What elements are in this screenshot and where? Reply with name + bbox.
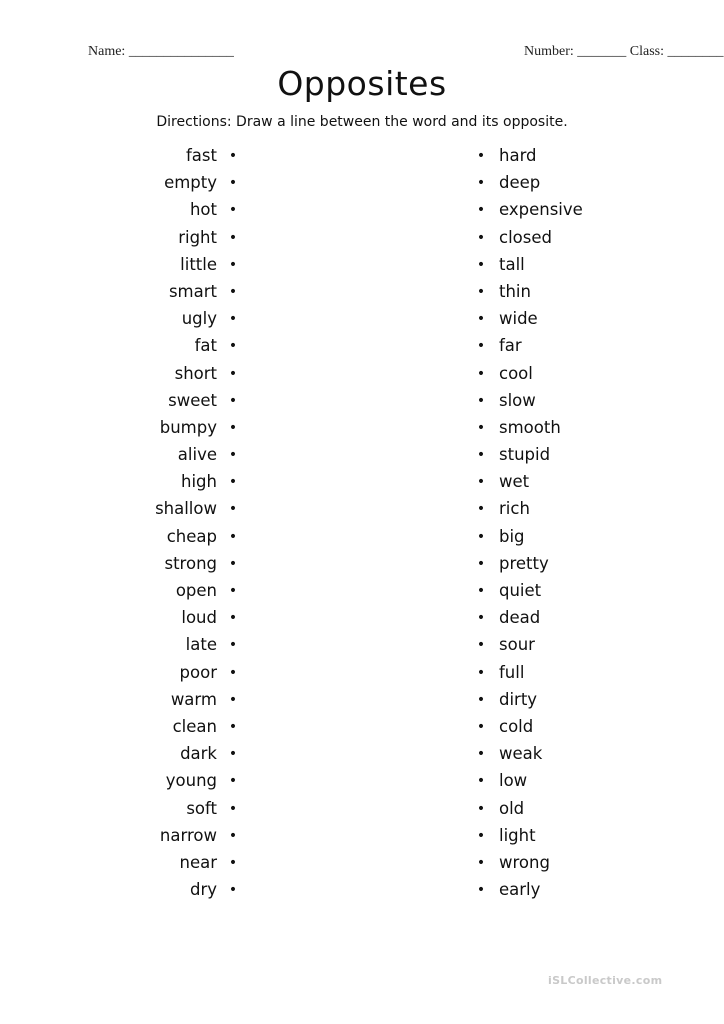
left-word-item — [100, 853, 240, 880]
left-word-item — [100, 635, 240, 662]
left-word: loud — [181, 608, 217, 628]
right-word-item — [474, 499, 674, 526]
bullet-dot[interactable]: • — [476, 311, 486, 328]
left-word-item — [100, 200, 240, 227]
bullet-dot[interactable]: • — [228, 882, 238, 899]
bullet-dot[interactable]: • — [228, 148, 238, 164]
left-word: strong — [164, 553, 217, 573]
right-word-item — [474, 717, 674, 744]
right-word: cool — [499, 363, 533, 383]
right-word-item — [474, 690, 674, 717]
bullet-dot[interactable]: • — [228, 501, 238, 518]
left-word-item — [100, 690, 240, 717]
left-word-item — [100, 663, 240, 690]
bullet-dot[interactable]: • — [228, 718, 238, 735]
left-word-item — [100, 527, 240, 554]
bullet-dot[interactable]: • — [228, 827, 238, 844]
bullet-dot[interactable]: • — [476, 882, 486, 899]
left-word-item — [100, 391, 240, 418]
left-word: poor — [179, 662, 217, 682]
bullet-dot[interactable]: • — [228, 854, 238, 871]
bullet-dot[interactable]: • — [476, 148, 486, 164]
bullet-dot[interactable]: • — [476, 800, 486, 817]
right-word: early — [499, 880, 541, 900]
right-word-item — [474, 663, 674, 690]
right-word: wet — [499, 472, 530, 492]
number-class-field-label: Number: _______ Class: ________ — [524, 44, 724, 59]
right-word-item — [474, 418, 674, 445]
bullet-dot[interactable]: • — [476, 854, 486, 871]
left-word: dark — [180, 744, 217, 764]
left-word-item — [100, 282, 240, 309]
right-word: sour — [499, 635, 535, 655]
bullet-dot[interactable]: • — [228, 555, 238, 572]
right-word: weak — [499, 744, 543, 764]
right-word-item — [474, 228, 674, 255]
right-word-item — [474, 255, 674, 282]
right-word-item — [474, 200, 674, 227]
right-word-item — [474, 880, 674, 907]
left-word: short — [174, 363, 217, 383]
bullet-dot[interactable]: • — [228, 664, 238, 681]
right-word: smooth — [499, 417, 561, 437]
bullet-dot[interactable]: • — [476, 637, 486, 654]
bullet-dot[interactable]: • — [228, 691, 238, 708]
right-word-item — [474, 554, 674, 581]
right-word-item — [474, 608, 674, 635]
right-word-column — [474, 146, 674, 907]
bullet-dot[interactable]: • — [476, 256, 486, 273]
directions-text: Directions: Draw a line between the word and its opposite. — [156, 114, 568, 130]
right-word: closed — [499, 227, 552, 247]
left-word: narrow — [159, 825, 217, 845]
right-word: pretty — [499, 553, 549, 573]
left-word: open — [175, 581, 217, 600]
left-word: near — [179, 852, 217, 872]
right-word-item — [474, 173, 674, 200]
bullet-dot[interactable]: • — [476, 338, 486, 355]
right-word: light — [499, 825, 536, 845]
right-word-item — [474, 826, 674, 853]
left-word-item — [100, 880, 240, 907]
right-word-item — [474, 799, 674, 826]
left-word-item — [100, 364, 240, 391]
right-word: deep — [499, 173, 541, 193]
left-word-item — [100, 309, 240, 336]
bullet-dot[interactable]: • — [476, 283, 486, 300]
right-word-item — [474, 282, 674, 309]
bullet-dot[interactable]: • — [476, 474, 486, 491]
bullet-dot[interactable]: • — [228, 474, 238, 491]
right-word-item — [474, 364, 674, 391]
bullet-dot[interactable]: • — [476, 610, 486, 627]
bullet-dot[interactable]: • — [476, 202, 486, 219]
left-word-item — [100, 445, 240, 472]
bullet-dot[interactable]: • — [476, 746, 486, 763]
left-word-item — [100, 717, 240, 744]
left-word: sweet — [168, 390, 217, 410]
left-word-item — [100, 608, 240, 635]
bullet-dot[interactable]: • — [228, 583, 238, 599]
right-word-item — [474, 391, 674, 418]
left-word: soft — [186, 798, 217, 818]
left-word-item — [100, 336, 240, 363]
bullet-dot[interactable]: • — [228, 419, 238, 436]
left-word-item — [100, 799, 240, 826]
left-word-item — [100, 418, 240, 445]
left-word: high — [181, 472, 217, 492]
bullet-dot[interactable]: • — [228, 256, 238, 273]
bullet-dot[interactable]: • — [476, 827, 486, 844]
right-word: stupid — [499, 445, 551, 465]
bullet-dot[interactable]: • — [228, 773, 238, 790]
bullet-dot[interactable]: • — [228, 800, 238, 817]
right-word: far — [499, 336, 522, 356]
name-field-label: Name: _______________ — [88, 44, 234, 59]
right-word-item — [474, 744, 674, 771]
left-word: young — [165, 771, 217, 791]
bullet-dot[interactable]: • — [228, 365, 238, 382]
right-word-item — [474, 336, 674, 363]
left-word: little — [180, 254, 217, 274]
left-word-item — [100, 472, 240, 499]
left-word-item — [100, 581, 240, 608]
left-word-item — [100, 826, 240, 853]
bullet-dot[interactable]: • — [476, 447, 486, 464]
left-word: bumpy — [159, 417, 217, 437]
left-word: hot — [189, 200, 217, 220]
right-word: wrong — [499, 852, 550, 872]
right-word: rich — [499, 499, 530, 519]
right-word: tall — [499, 254, 525, 274]
bullet-dot[interactable]: • — [228, 392, 238, 409]
left-word: fat — [194, 336, 217, 356]
right-word: cold — [499, 716, 534, 736]
left-word: shallow — [155, 499, 217, 519]
left-word: fast — [186, 146, 217, 165]
bullet-dot[interactable]: • — [476, 718, 486, 735]
bullet-dot[interactable]: • — [228, 229, 238, 246]
right-word: quiet — [499, 581, 542, 600]
right-word-item — [474, 853, 674, 880]
bullet-dot[interactable]: • — [228, 202, 238, 219]
page-title: Opposites — [277, 64, 447, 103]
left-word-item — [100, 255, 240, 282]
bullet-dot[interactable]: • — [476, 419, 486, 436]
left-word-item — [100, 499, 240, 526]
left-word: right — [178, 227, 217, 247]
left-word: warm — [170, 689, 217, 709]
bullet-dot[interactable]: • — [476, 555, 486, 572]
bullet-dot[interactable]: • — [476, 392, 486, 409]
right-word: low — [499, 771, 528, 791]
bullet-dot[interactable]: • — [228, 175, 238, 192]
right-word-item — [474, 581, 674, 608]
bullet-dot[interactable]: • — [476, 365, 486, 382]
right-word-item — [474, 635, 674, 662]
right-word-item — [474, 527, 674, 554]
right-word-item — [474, 146, 674, 173]
bullet-dot[interactable]: • — [476, 501, 486, 518]
site-watermark: iSLCollective.com — [548, 974, 663, 987]
bullet-dot[interactable]: • — [476, 773, 486, 790]
bullet-dot[interactable]: • — [228, 338, 238, 355]
bullet-dot[interactable]: • — [476, 528, 486, 545]
bullet-dot[interactable]: • — [228, 746, 238, 763]
right-word: thin — [499, 281, 531, 301]
bullet-dot[interactable]: • — [228, 311, 238, 328]
right-word: hard — [499, 146, 537, 165]
right-word-item — [474, 472, 674, 499]
bullet-dot[interactable]: • — [228, 283, 238, 300]
right-word-item — [474, 445, 674, 472]
left-word: empty — [164, 173, 217, 193]
right-word-item — [474, 771, 674, 798]
bullet-dot[interactable]: • — [228, 610, 238, 627]
right-word: wide — [499, 309, 538, 329]
left-word: alive — [177, 445, 217, 465]
left-word-item — [100, 744, 240, 771]
bullet-dot[interactable]: • — [476, 175, 486, 192]
right-word: expensive — [499, 200, 583, 220]
left-word-item — [100, 554, 240, 581]
bullet-dot[interactable]: • — [476, 691, 486, 708]
left-word-item — [100, 173, 240, 200]
left-word: clean — [172, 716, 217, 736]
bullet-dot[interactable]: • — [476, 229, 486, 246]
left-word: dry — [189, 880, 217, 900]
bullet-dot[interactable]: • — [476, 664, 486, 681]
left-word: cheap — [166, 526, 217, 546]
bullet-dot[interactable]: • — [228, 528, 238, 545]
left-word-item — [100, 771, 240, 798]
right-word: dead — [499, 608, 541, 628]
right-word: slow — [499, 390, 536, 410]
right-word-item — [474, 309, 674, 336]
right-word: old — [499, 798, 525, 818]
left-word-item — [100, 228, 240, 255]
left-word: late — [185, 635, 217, 655]
left-word-item — [100, 146, 240, 173]
left-word-column — [100, 146, 240, 907]
bullet-dot[interactable]: • — [228, 447, 238, 464]
right-word: dirty — [499, 689, 538, 709]
left-word: ugly — [181, 309, 217, 329]
left-word: smart — [168, 281, 217, 301]
bullet-dot[interactable]: • — [228, 637, 238, 654]
right-word: big — [499, 526, 525, 546]
bullet-dot[interactable]: • — [476, 583, 486, 599]
right-word: full — [499, 662, 525, 682]
